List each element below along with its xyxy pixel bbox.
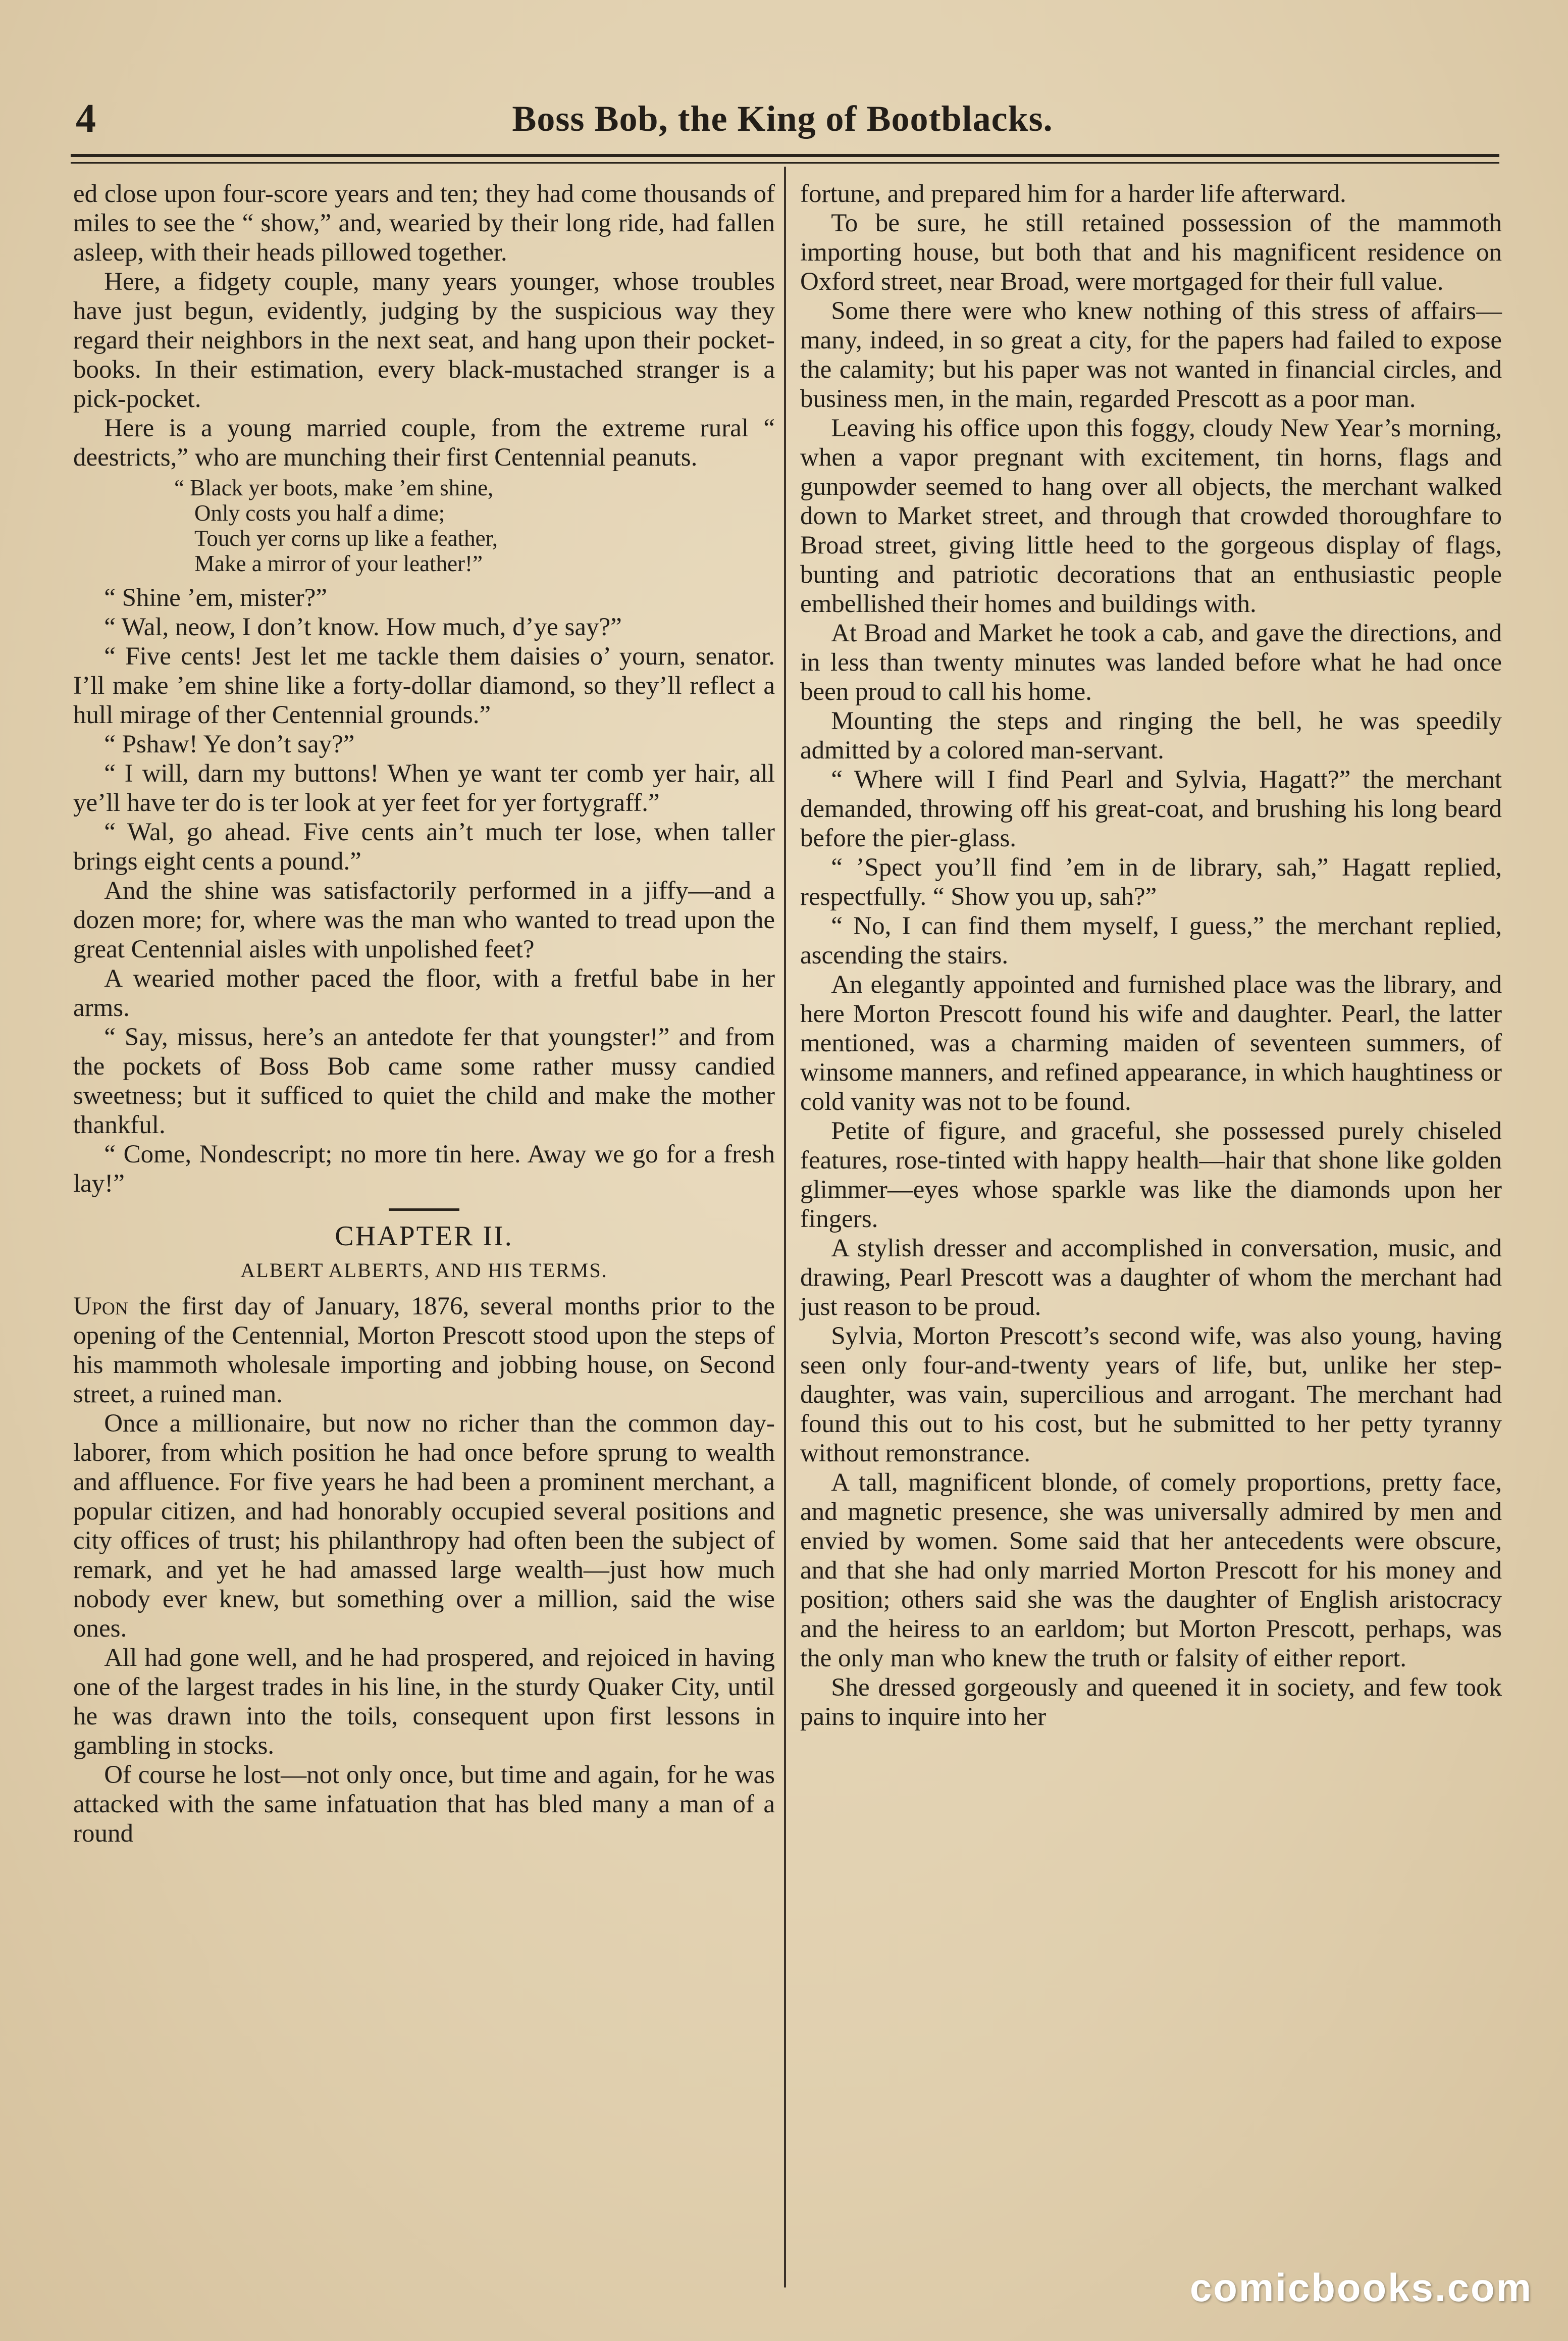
paragraph: Here, a fidgety couple, many years younger, whose troubles have just begun, evidently, judging by the suspicious way they regard their neighbors in the next seat, and hang upon their pocket-books. In their estimation, every black-mustached stranger is a pick-pocket. <box>73 268 775 413</box>
paragraph: Sylvia, Morton Prescott’s second wife, was also young, having seen only four-and-twenty years of life, but, unlike her step-daughter, was vain, supercilious and arrogant. The merchant had found this out to his cost, but he submitted to her petty tyranny without remonstrance. <box>800 1322 1502 1467</box>
paragraph: “ Five cents! Jest let me tackle them daisies o’ yourn, senator. I’ll make ’em shine like a forty-dollar diamond, so they’ll reflect a hull mirage of ther Centennial grounds.” <box>73 642 775 729</box>
paragraph: Mounting the steps and ringing the bell, he was speedily admitted by a colored man-servant. <box>800 707 1502 765</box>
page-number: 4 <box>76 96 96 141</box>
chapter-title: CHAPTER II. <box>335 1220 513 1252</box>
paragraph: Leaving his office upon this foggy, cloudy New Year’s morning, when a vapor pregnant with excitement, tin horns, flags and gunpowder seemed to hang over all objects, the merchant walked down to Market street, and through that crowded thoroughfare to Broad street, giving little heed to the gorgeous display of flags, bunting and patriotic decorations that an enthusiastic people embellished their homes and buildings with. <box>800 414 1502 618</box>
paragraph: fortune, and prepared him for a harder life afterward. <box>800 180 1346 208</box>
paragraph: A tall, magnificent blonde, of comely proportions, pretty face, and magnetic presence, she was universally admired by men and envied by women. Some said that her antecedents were obscure, and that she had only married Morton Prescott for his money and position; others said she was the daughter of English aristocracy and the heiress to an earldom; but Morton Prescott, perhaps, was the only man who knew the truth or falsity of either report. <box>800 1468 1502 1672</box>
paragraph: “ Shine ’em, mister?” <box>104 584 328 612</box>
paragraph: ed close upon four-score years and ten; they had come thousands of miles to see the “ show,” and, wearied by their long ride, had fallen asleep, with their heads pillowed together. <box>73 180 775 267</box>
paragraph: “ Where will I find Pearl and Sylvia, Hagatt?” the merchant demanded, throwing off his great-coat, and brushing his long beard before the pier-glass. <box>800 766 1502 852</box>
paragraph: A stylish dresser and accomplished in conversation, music, and drawing, Pearl Prescott was a daughter of whom the merchant had just reason to be proud. <box>800 1234 1502 1321</box>
paragraph: To be sure, he still retained possession of the mammoth importing house, but both that and his magnificent residence on Oxford street, near Broad, were mortgaged for their full value. <box>800 209 1502 296</box>
watermark: comicbooks.com <box>1189 2265 1533 2310</box>
column-divider <box>784 167 786 2287</box>
paragraph: A wearied mother paced the floor, with a fretful babe in her arms. <box>73 964 775 1022</box>
verse-line: Make a mirror of your leather!” <box>194 551 483 576</box>
paragraph: Once a millionaire, but now no richer than the common day-laborer, from which position he had once before sprung to wealth and affluence. For five years he had been a prominent merchant, a popular citizen, and had honorably occupied several positions and city offices of trust; his philanthropy had often been the subject of remark, and yet he had amassed large wealth—just how much nobody ever knew, but something over a million, said the wise ones. <box>73 1409 775 1643</box>
paragraph: At Broad and Market he took a cab, and gave the directions, and in less than twenty minutes was landed before what he had once been proud to call his home. <box>800 619 1502 706</box>
left-column <box>73 179 775 1848</box>
paragraph: All had gone well, and he had prospered, and rejoiced in having one of the largest trades in his line, in the sturdy Quaker City, until he was drawn into the toils, consequent upon first lessons in gambling in stocks. <box>73 1644 775 1760</box>
verse <box>174 475 775 576</box>
paragraph <box>73 1292 775 1409</box>
paragraph: “ ’Spect you’ll find ’em in de library, sah,” Hagatt replied, respectfully. “ Show you up, sah?” <box>800 853 1502 911</box>
verse-line: “ Black yer boots, make ’em shine, <box>174 475 494 500</box>
paragraph: Of course he lost—not only once, but time and again, for he was attacked with the same infatuation that has bled many a man of a round <box>73 1761 775 1848</box>
paragraph: And the shine was satisfactorily performed in a jiffy—and a dozen more; for, where was the man who wanted to tread upon the great Centennial aisles with unpolished feet? <box>73 877 775 963</box>
section-rule <box>389 1208 459 1211</box>
header-rule <box>71 154 1499 164</box>
paragraph: “ Wal, neow, I don’t know. How much, d’ye say?” <box>104 613 622 641</box>
paragraph-text: the first day of January, 1876, several months prior to the opening of the Centennial, Morton Prescott stood upon the steps of his mammoth wholesale importing and jobbing house, on Second street, a ruined man. <box>73 1292 775 1408</box>
paragraph: “ No, I can find them myself, I guess,” the merchant replied, ascending the stairs. <box>800 912 1502 970</box>
paragraph: Here is a young married couple, from the extreme rural “ deestricts,” who are munching their first Centennial peanuts. <box>73 414 775 472</box>
paragraph: “ Pshaw! Ye don’t say?” <box>104 730 355 758</box>
paragraph: “ Come, Nondescript; no more tin here. Away we go for a fresh lay!” <box>73 1140 775 1198</box>
paragraph: Petite of figure, and graceful, she possessed purely chiseled features, rose-tinted with happy health—hair that shone like golden glimmer—eyes whose sparkle was like the diamonds upon her fingers. <box>800 1117 1502 1233</box>
paragraph: “ Say, missus, here’s an antedote fer that youngster!” and from the pockets of Boss Bob came some rather mussy candied sweetness; but it sufficed to quiet the child and make the mother thankful. <box>73 1023 775 1139</box>
page-header <box>76 91 1489 146</box>
paragraph: Some there were who knew nothing of this stress of affairs—many, indeed, in so great a city, for the papers had failed to expose the calamity; but his paper was not wanted in financial circles, and business men, in the main, regarded Prescott as a poor man. <box>800 297 1502 413</box>
paragraph: “ Wal, go ahead. Five cents ain’t much ter lose, when taller brings eight cents a pound.” <box>73 818 775 876</box>
drop-lead: Upon <box>73 1292 128 1320</box>
verse-line: Only costs you half a dime; <box>194 500 445 526</box>
paragraph: An elegantly appointed and furnished place was the library, and here Morton Prescott found his wife and daughter. Pearl, the latter mentioned, was a charming maiden of seventeen summers, of winsome manners, and refined appearance, in which haughtiness or cold vanity was not to be found. <box>800 971 1502 1116</box>
chapter-subtitle: ALBERT ALBERTS, AND HIS TERMS. <box>240 1259 608 1282</box>
paragraph: She dressed gorgeously and queened it in society, and few took pains to inquire into her <box>800 1673 1502 1731</box>
paragraph: “ I will, darn my buttons! When ye want ter comb yer hair, all ye’ll have ter do is ter look at yer feet for yer fortygraff.” <box>73 759 775 817</box>
right-column <box>800 179 1502 1732</box>
verse-line: Touch yer corns up like a feather, <box>194 526 498 551</box>
running-title: Boss Bob, the King of Bootblacks. <box>512 98 1053 139</box>
